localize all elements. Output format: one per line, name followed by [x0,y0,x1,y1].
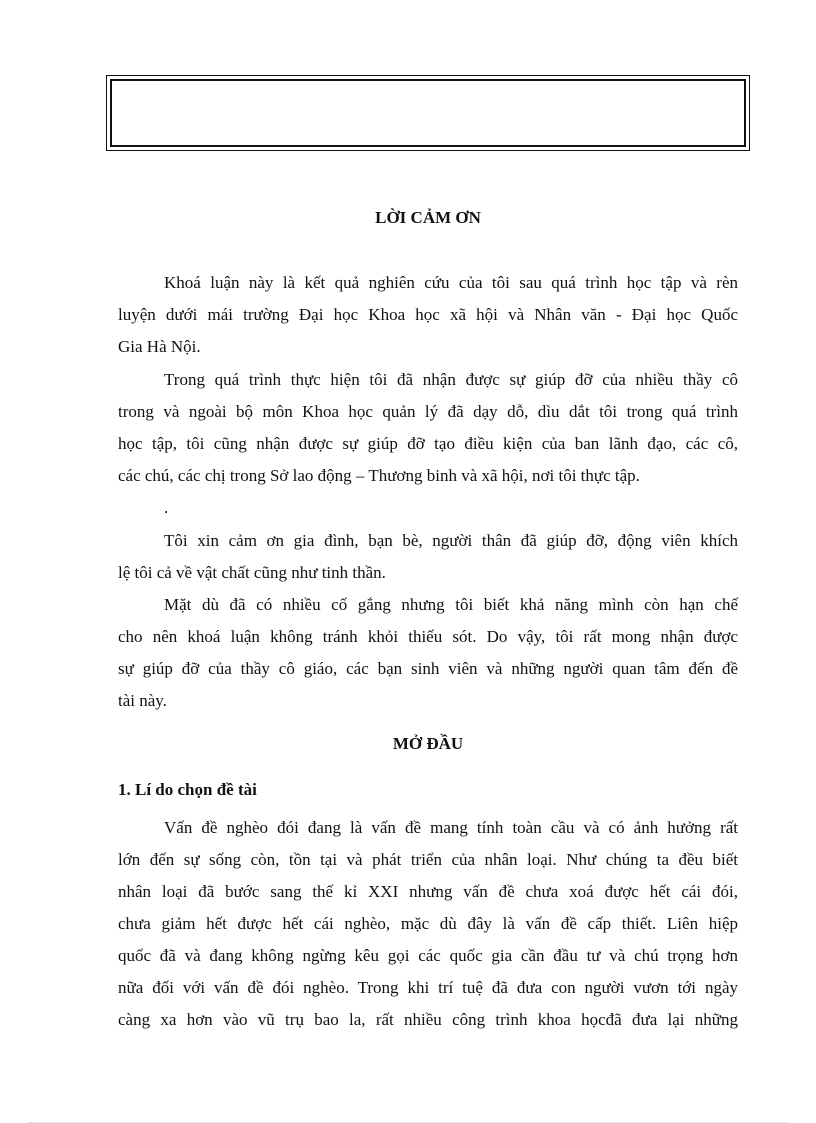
ack-line-5: trong và ngoài bộ môn Khoa học quản lý đã dạy dỗ, dìu dắt tôi trong quá trình [118,402,738,421]
ack-line-9: lệ tôi cả về vật chất cũng như tinh thần. [118,563,386,582]
ack-line-2: luyện dưới mái trường Đại học Khoa học xã hội và Nhân văn - Đại học Quốc [118,305,738,324]
title-frame-inner-border [110,79,746,147]
ack-line-dot: . [164,498,169,517]
ack-line-12: sự giúp đỡ của thầy cô giáo, các bạn sinh viên và những người quan tâm đến đề [118,659,738,678]
section-title: 1. Lí do chọn đề tài [118,780,257,799]
ack-line-6: học tập, tôi cũng nhận được sự giúp đỡ tạo điều kiện của ban lãnh đạo, các cô, [118,434,738,453]
introduction-heading: MỞ ĐẦU [392,734,464,753]
ack-line-13: tài này. [118,691,167,710]
ack-line-8: Tôi xin cảm ơn gia đình, bạn bè, người thân đã giúp đỡ, động viên khích [164,531,738,550]
ack-line-7: các chú, các chị trong Sở lao động – Thương binh và xã hội, nơi tôi thực tập. [118,466,640,485]
intro-line-2: lớn đến sự sống còn, tồn tại và phát triển của nhân loại. Như chúng ta đều biết [118,850,738,869]
ack-line-3: Gia Hà Nội. [118,337,201,356]
ack-line-4: Trong quá trình thực hiện tôi đã nhận được sự giúp đỡ của nhiều thầy cô [164,370,738,389]
intro-line-4: chưa giảm hết được hết cái nghèo, mặc dù đây là vấn đề cấp thiết. Liên hiệp [118,914,738,933]
ack-line-11: cho nên khoá luận không tránh khỏi thiếu sót. Do vậy, tôi rất mong nhận được [118,627,738,646]
intro-line-6: nữa đối với vấn đề đói nghèo. Trong khi trí tuệ đã đưa con người vươn tới ngày [118,978,738,997]
ack-line-10: Mặt dù đã có nhiều cố gắng nhưng tôi biết khả năng mình còn hạn chế [164,595,738,614]
intro-line-1: Vấn đề nghèo đói đang là vấn đề mang tính toàn cầu và có ảnh hưởng rất [164,818,738,837]
acknowledgement-heading: LỜI CẢM ƠN [375,208,481,227]
intro-line-5: quốc đã và đang không ngừng kêu gọi các quốc gia cần đầu tư và chú trọng hơn [118,946,738,965]
ack-line-1: Khoá luận này là kết quả nghiên cứu của tôi sau quá trình học tập và rèn [164,273,738,292]
intro-line-7: càng xa hơn vào vũ trụ bao la, rất nhiều công trình khoa họcđã đưa lại những [118,1010,738,1029]
intro-line-3: nhân loại đã bước sang thế kỉ XXI nhưng vấn đề chưa xoá được hết cái đói, [118,882,738,901]
